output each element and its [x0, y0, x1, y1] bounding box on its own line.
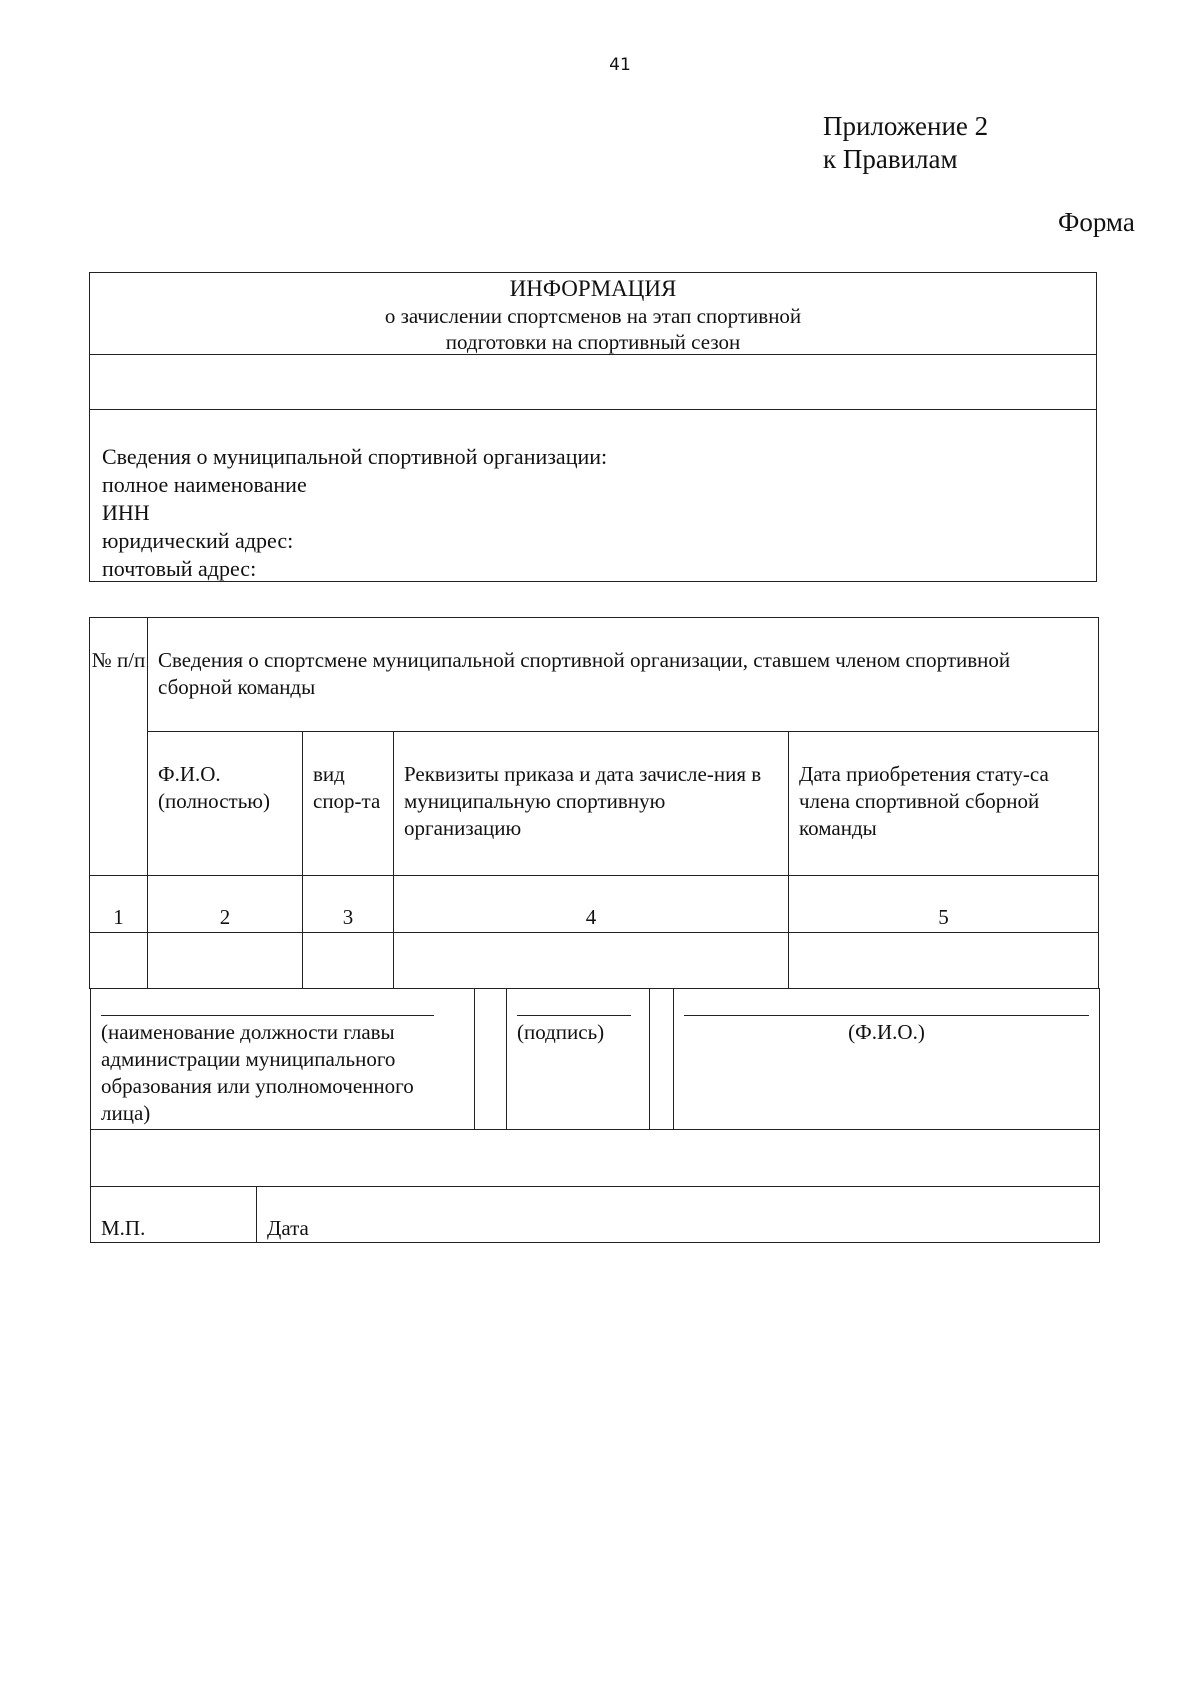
- spacer-cell: [650, 989, 674, 1130]
- sign-line: [517, 1015, 631, 1016]
- athlete-info-group-header: Сведения о спортсмене муниципальной спортивной организации, ставшем членом спортивной сборной команды: [148, 618, 1099, 732]
- empty-cell: [303, 933, 394, 989]
- sign-cell: [507, 989, 650, 1130]
- empty-cell: [148, 933, 303, 989]
- header-divider-2: [90, 409, 1096, 410]
- header-box: [89, 272, 1097, 582]
- name-cell: [674, 989, 1100, 1130]
- document-subtitle-line-1: о зачислении спортсменов на этап спортивной: [384, 304, 802, 328]
- position-cell: [91, 989, 475, 1130]
- column-header-sport: вид спор-та: [303, 732, 394, 876]
- empty-cell: [789, 933, 1099, 989]
- column-number: 5: [789, 876, 1099, 933]
- table-row: [90, 933, 1099, 989]
- empty-cell: [91, 1130, 1100, 1187]
- position-signature-line: [101, 1015, 434, 1016]
- name-line: [684, 1015, 1089, 1016]
- date-cell: Дата: [257, 1187, 1100, 1243]
- sign-label: (подпись): [517, 1020, 605, 1044]
- name-label: (Ф.И.О.): [848, 1020, 925, 1044]
- column-header-full-name: Ф.И.О. (полностью): [148, 732, 303, 876]
- form-label: Форма: [1058, 207, 1135, 237]
- stamp-date-row: [91, 1187, 1100, 1243]
- organization-postal-address-field: почтовый адрес:: [102, 556, 257, 581]
- document-subtitle-line-2: подготовки на спортивный сезон: [445, 330, 741, 354]
- blank-row: [91, 1130, 1100, 1187]
- page-number: 41: [609, 55, 631, 75]
- column-number: 3: [303, 876, 394, 933]
- signature-table: [90, 988, 1100, 1243]
- appendix-line-2: к Правилам: [823, 144, 958, 174]
- column-number: 1: [90, 876, 148, 933]
- empty-cell: [90, 933, 148, 989]
- organization-legal-address-field: юридический адрес:: [102, 528, 294, 553]
- organization-heading: Сведения о муниципальной спортивной организации:: [102, 444, 608, 469]
- athletes-table: [89, 617, 1099, 989]
- stamp-cell: М.П.: [91, 1187, 257, 1243]
- appendix-reference: [823, 110, 988, 176]
- column-number-row: [90, 876, 1099, 933]
- column-number: 2: [148, 876, 303, 933]
- column-header-status-date: Дата приобретения стату-са члена спортивной сборной команды: [789, 732, 1099, 876]
- column-header-order-details: Реквизиты приказа и дата зачисле-ния в муниципальную спортивную организацию: [394, 732, 789, 876]
- organization-full-name-field: полное наименование: [102, 472, 307, 497]
- document-title-block: [90, 275, 1096, 355]
- spacer-cell: [475, 989, 507, 1130]
- organization-info: [102, 443, 607, 583]
- header-divider-1: [90, 354, 1096, 355]
- table-header-row: [90, 618, 1099, 732]
- document-title: ИНФОРМАЦИЯ: [509, 276, 677, 301]
- signature-row: [91, 989, 1100, 1130]
- column-number: 4: [394, 876, 789, 933]
- empty-cell: [394, 933, 789, 989]
- appendix-line-1: Приложение 2: [823, 111, 989, 141]
- organization-inn-field: ИНН: [102, 500, 150, 525]
- table-subheader-row: [90, 732, 1099, 876]
- row-number-header: № п/п: [90, 618, 148, 876]
- position-label: (наименование должности главы администрации муниципального образования или уполномоченного лица): [101, 1020, 414, 1125]
